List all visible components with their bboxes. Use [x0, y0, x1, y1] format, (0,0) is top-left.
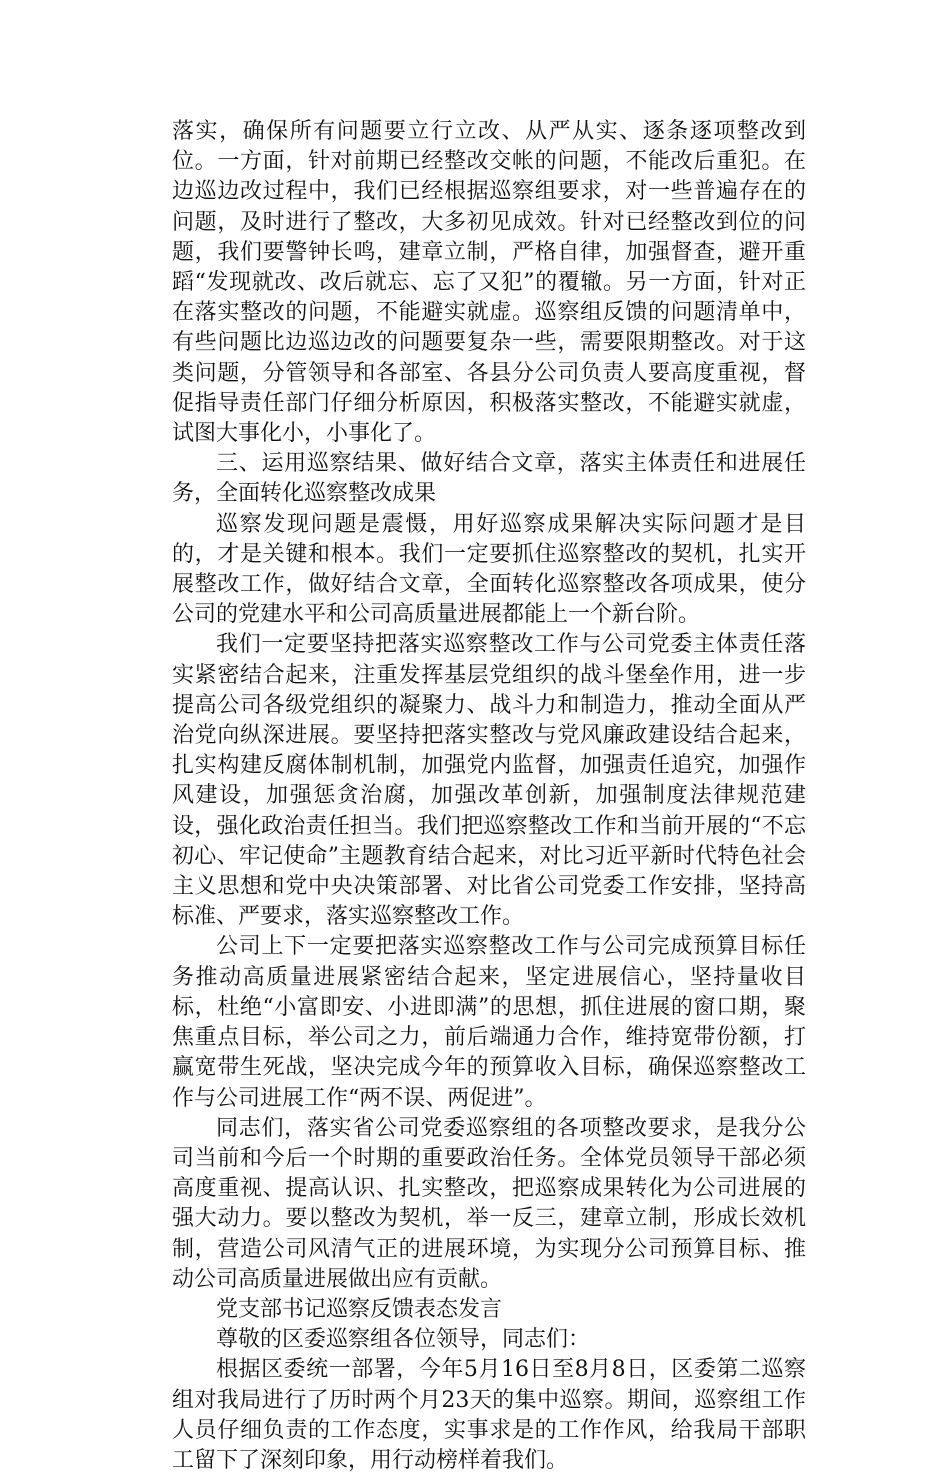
body-paragraph: 巡察发现问题是震慑，用好巡察成果解决实际问题才是目的，才是关键和根本。我们一定要抓住巡察整改的契机，扎实开展整改工作，做好结合文章，全面转化巡察整改各项成果，使分公司的党建水平和公司高质量进展都能上一个新台阶。: [172, 511, 806, 628]
document-title: 党支部书记巡察反馈表态发言: [216, 1296, 503, 1322]
body-paragraph: 同志们，落实省公司党委巡察组的各项整改要求，是我分公司当前和今后一个时期的重要政治任务。全体党员领导干部必须高度重视、提高认识、扎实整改，把巡察成果转化为公司进展的强大动力。要以整改为契机，举一反三，建章立制，形成长效机制，营造公司风清气正的进展环境，为实现分公司预算目标、推动公司高质量进展做出应有贡献。: [172, 1115, 806, 1292]
body-paragraph: 根据区委统一部署，今年5月16日至8月8日，区委第二巡察组对我局进行了历时两个月23天的集中巡察。期间，巡察组工作人员仔细负责的工作态度，实事求是的工作作风，给我局干部职工留下了深刻印象，用行动榜样着我们。: [172, 1357, 806, 1473]
section-heading: 三、运用巡察结果、做好结合文章，落实主体责任和进展任务，全面转化巡察整改成果: [172, 451, 806, 507]
body-paragraph: 落实，确保所有问题要立行立改、从严从实、逐条逐项整改到位。一方面，针对前期已经整改交帐的问题，不能改后重犯。在边巡边改过程中，我们已经根据巡察组要求，对一些普遍存在的问题，及时进行了整改，大多初见成效。针对已经整改到位的问题，我们要警钟长鸣，建章立制，严格自律，加强督查，避开重蹈“发现就改、改后就忘、忘了又犯”的覆辙。另一方面，针对正在落实整改的问题，不能避实就虚。巡察组反馈的问题清单中，有些问题比边巡边改的问题要复杂一些，需要限期整改。对于这类问题，分管领导和各部室、各县分公司负责人要高度重视，督促指导责任部门仔细分析原因，积极落实整改，不能避实就虚，试图大事化小，小事化了。: [172, 119, 806, 447]
body-paragraph: 公司上下一定要把落实巡察整改工作与公司完成预算目标任务推动高质量进展紧密结合起来，坚定进展信心，坚持量收目标，杜绝“小富即安、小进即满”的思想，抓住进展的窗口期，聚焦重点目标，举公司之力，前后端通力合作，维持宽带份额，打赢宽带生死战，坚决完成今年的预算收入目标，确保巡察整改工作与公司进展工作“两不误、两促进”。: [172, 934, 806, 1111]
body-paragraph: 我们一定要坚持把落实巡察整改工作与公司党委主体责任落实紧密结合起来，注重发挥基层党组织的战斗堡垒作用，进一步提高公司各级党组织的凝聚力、战斗力和制造力，推动全面从严治党向纵深进展。要坚持把落实整改与党风廉政建设结合起来，扎实构建反腐体制机制，加强党内监督，加强责任追究，加强作风建设，加强惩贪治腐，加强改革创新，加强制度法律规范建设，强化政治责任担当。我们把巡察整改工作和当前开展的“不忘初心、牢记使命”主题教育结合起来，对比习近平新时代特色社会主义思想和党中央决策部署、对比省公司党委工作安排，坚持高标准、严要求，落实巡察整改工作。: [172, 632, 806, 930]
document-page: [172, 117, 806, 1476]
salutation: 尊敬的区委巡察组各位领导，同志们：: [216, 1327, 591, 1353]
